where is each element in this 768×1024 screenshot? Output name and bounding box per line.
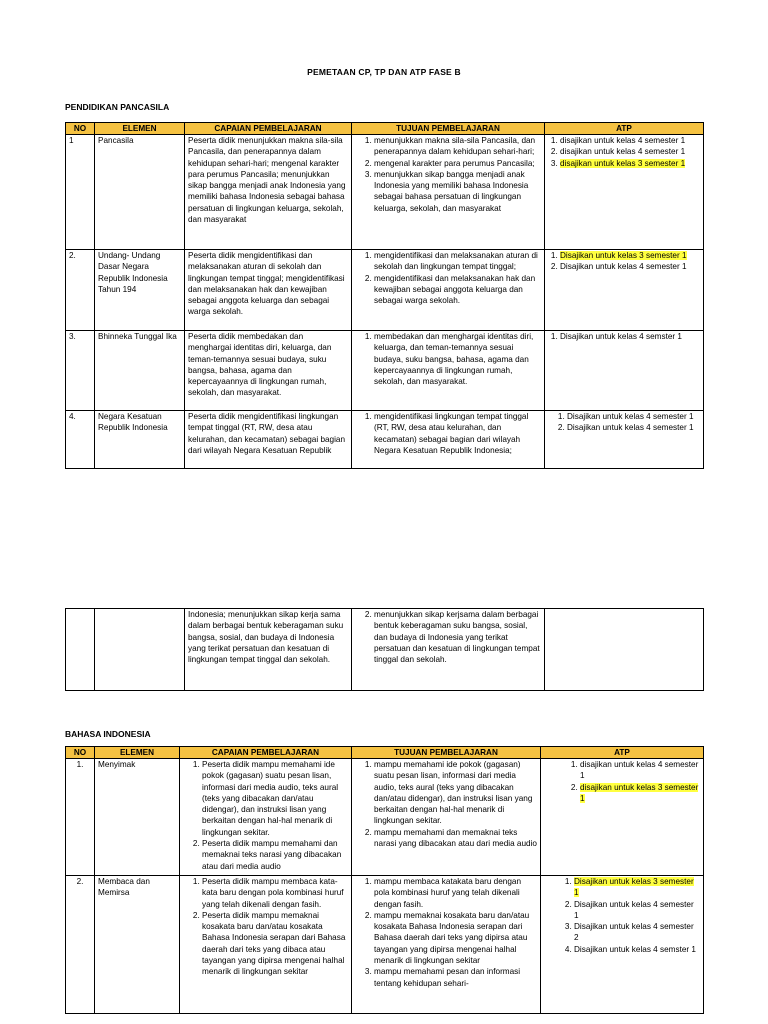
header-cp: CAPAIAN PEMBELAJARAN — [180, 747, 352, 759]
row-tp — [352, 759, 541, 876]
row-tp — [352, 135, 545, 250]
list-item — [567, 422, 700, 433]
list-item: 3. menunjukkan sikap bangga menjadi anak Indonesia yang memiliki bahasa Indonesia sebagai bahasa persatuan di lingkungan keluarga, sekolah, dan masyarakat — [374, 169, 541, 214]
list-item: 3. mampu memahami pesan dan informasi tentang kehidupan sehari- — [374, 966, 537, 989]
list-item: 2. mengenal karakter para perumus Pancasila; — [374, 158, 541, 169]
row-tp — [352, 609, 545, 691]
list-item — [560, 261, 700, 272]
row-elemen: Bhinneka Tunggal Ika — [95, 331, 185, 411]
row-no: 2. — [66, 250, 95, 331]
header-no: NO — [66, 747, 95, 759]
header-cp: CAPAIAN PEMBELAJARAN — [185, 123, 352, 135]
row-atp — [545, 331, 704, 411]
list-item — [574, 876, 700, 899]
table-header-row — [66, 123, 704, 135]
row-no — [66, 609, 95, 691]
list-item: 1. membedakan dan menghargai identitas diri, keluarga, dan teman-temannya sesuai budaya, suku bangsa, bahasa, agama dan kepercayaannya di lingkungan rumah, sekolah, dan masyarakat. — [374, 331, 541, 387]
row-elemen: Menyimak — [95, 759, 180, 876]
row-tp — [352, 411, 545, 469]
header-no: NO — [66, 123, 95, 135]
list-item — [560, 158, 700, 169]
atp-text: Disajikan untuk kelas 4 semester 1 — [567, 412, 694, 421]
list-item — [580, 759, 700, 782]
row-atp — [545, 609, 704, 691]
table-row — [66, 135, 704, 250]
list-item — [574, 899, 700, 922]
atp-text: Disajikan untuk kelas 4 semester 2 — [574, 922, 694, 943]
row-tp — [352, 250, 545, 331]
section-title-pancasila: PENDIDIKAN PANCASILA — [65, 102, 170, 112]
pancasila-table-continuation — [65, 608, 704, 691]
table-row — [66, 609, 704, 691]
list-item: 2. Peserta didik mampu memahami dan memaknai teks narasi yang dibacakan atau dari media audio — [202, 838, 348, 872]
row-tp — [352, 876, 541, 1014]
atp-text: disajikan untuk kelas 4 semester 1 — [580, 760, 699, 781]
row-no: 1 — [66, 135, 95, 250]
row-atp — [545, 135, 704, 250]
list-item: 2. menunjukkan sikap kerjsama dalam berbagai bentuk keberagaman suku bangsa, sosial, dan budaya di Indonesia yang terikat persatuan dan kesatuan di lingkungan tempat tinggal dan sekolah. — [374, 609, 541, 665]
section-title-bahasa: BAHASA INDONESIA — [65, 729, 151, 739]
atp-text-highlighted: disajikan untuk kelas 3 semester 1 — [580, 782, 699, 803]
list-item — [574, 944, 700, 955]
atp-text-highlighted: Disajikan untuk kelas 3 semester 1 — [574, 877, 694, 898]
row-no: 3. — [66, 331, 95, 411]
row-atp — [545, 250, 704, 331]
list-item: 2. mampu memaknai kosakata baru dan/atau kosakata Bahasa Indonesia serapan dari Bahasa daerah dari teks yang dipirsa atau tayangan yang dipirsa mengenai halhal menarik di lingkungan sekitar — [374, 910, 537, 966]
header-tp: TUJUAN PEMBELAJARAN — [352, 123, 545, 135]
row-atp — [541, 759, 704, 876]
row-cp: Peserta didik menunjukkan makna sila-sila Pancasila, dan penerapannya dalam kehidupan sehari-hari; mengenal karakter para perumus Pancasila; menunjukkan sikap bangga menjadi anak Indonesia yang memiliki bahasa Indonesia sebagai bahasa persatuan di lingkungan keluarga, sekolah, dan masyarakat — [185, 135, 352, 250]
atp-text: Disajikan untuk kelas 4 semster 1 — [574, 944, 696, 954]
list-item: 1. mengidentifikasi dan melaksanakan aturan di sekolah dan lingkungan tempat tinggal; — [374, 250, 541, 273]
row-no: 2. — [66, 876, 95, 1014]
row-no: 1. — [66, 759, 95, 876]
list-item — [580, 782, 700, 805]
pancasila-table — [65, 122, 704, 469]
list-item: 1. menunjukkan makna sila-sila Pancasila, dan penerapannya dalam kehidupan sehari-hari; — [374, 135, 541, 158]
bahasa-table — [65, 746, 704, 1014]
list-item: 2. mengidentifikasi dan melaksanakan hak dan kewajiban sebagai anggota keluarga dan sebagai warga sekolah. — [374, 273, 541, 307]
row-no: 4. — [66, 411, 95, 469]
list-item: 2. Peserta didik mampu memaknai kosakata baru dan/atau kosakata Bahasa Indonesia serapan dari Bahasa daerah dari teks yang dibaca atau tayangan yang dipirsa mengenai halhal menarik di lingkungan sekitar — [202, 910, 348, 978]
list-item: 1. mampu memahami ide pokok (gagasan) suatu pesan lisan, informasi dari media audio, teks aural (teks yang dibacakan dan/atau didengar), dan instruksi lisan yang berkaitan dengan hal-hal menarik di lingkungan sekitar. — [374, 759, 537, 827]
header-atp: ATP — [545, 123, 704, 135]
atp-text: Disajikan untuk kelas 4 semester 1 — [560, 262, 687, 272]
row-cp: Peserta didik membedakan dan menghargai identitas diri, keluarga, dan teman-temannya sesuai budaya, suku bangsa, bahasa, agama dan kepercayaannya di lingkungan rumah, sekolah, dan masyarakat. — [185, 331, 352, 411]
row-atp — [545, 411, 704, 469]
atp-text: Disajikan untuk kelas 4 semester 1 — [574, 899, 694, 920]
row-atp — [541, 876, 704, 1014]
table-row — [66, 759, 704, 876]
row-cp: Indonesia; menunjukkan sikap kerja sama dalam berbagai bentuk keberagaman suku bangsa, sosial, dan budaya di Indonesia yang terikat persatuan dan kesatuan di lingkungan tempat tinggal dan sekolah. — [185, 609, 352, 691]
row-cp — [180, 876, 352, 1014]
row-cp: Peserta didik mengidentifikasi dan melaksanakan aturan di sekolah dan lingkungan tempat tinggal; mengidentifikasi dan melaksanakan hak dan kewajiban sebagai anggota keluarga dan sebagai warga sekolah. — [185, 250, 352, 331]
atp-text: disajikan untuk kelas 4 semester 1 — [560, 147, 686, 157]
row-elemen — [95, 609, 185, 691]
header-atp: ATP — [541, 747, 704, 759]
atp-text: Disajikan untuk kelas 4 semster 1 — [560, 332, 682, 341]
list-item — [560, 135, 700, 146]
row-elemen: Undang- Undang Dasar Negara Republik Indonesia Tahun 194 — [95, 250, 185, 331]
list-item: 1. Peserta didik mampu memahami ide pokok (gagasan) suatu pesan lisan, informasi dari media audio, teks aural (teks yang dibacakan dan/atau didengar), dan instruksi lisan yang berkaitan dengan hal-hal menarik di lingkungan sekitar. — [202, 759, 348, 838]
list-item — [574, 921, 700, 944]
list-item — [560, 146, 700, 157]
table-row — [66, 331, 704, 411]
header-tp: TUJUAN PEMBELAJARAN — [352, 747, 541, 759]
atp-text-highlighted: disajikan untuk kelas 3 semester 1 — [560, 158, 686, 168]
list-item — [567, 411, 700, 422]
list-item — [560, 250, 700, 261]
row-elemen: Negara Kesatuan Republik Indonesia — [95, 411, 185, 469]
list-item: 1. Peserta didik mampu membaca kata-kata baru dengan pola kombinasi huruf yang telah dikenali dengan fasih. — [202, 876, 348, 910]
list-item: 1. mampu membaca katakata baru dengan pola kombinasi huruf yang telah dikenali dengan fasih. — [374, 876, 537, 910]
row-tp — [352, 331, 545, 411]
header-elemen: ELEMEN — [95, 123, 185, 135]
atp-text-highlighted: Disajikan untuk kelas 3 semester 1 — [560, 251, 687, 260]
table-row — [66, 411, 704, 469]
table-row — [66, 876, 704, 1014]
list-item — [560, 331, 700, 342]
row-cp — [180, 759, 352, 876]
atp-text: Disajikan untuk kelas 4 semester 1 — [567, 423, 694, 433]
atp-text: disajikan untuk kelas 4 semester 1 — [560, 136, 686, 145]
row-elemen: Membaca dan Memirsa — [95, 876, 180, 1014]
document-title: PEMETAAN CP, TP DAN ATP FASE B — [307, 67, 461, 77]
row-elemen: Pancasila — [95, 135, 185, 250]
list-item: 1. mengidentifikasi lingkungan tempat tinggal (RT, RW, desa atau kelurahan, dan kecamatan) sebagai bagian dari wilayah Negara Kesatuan Republik Indonesia; — [374, 411, 541, 456]
header-elemen: ELEMEN — [95, 747, 180, 759]
table-header-row — [66, 747, 704, 759]
table-row — [66, 250, 704, 331]
list-item: 2. mampu memahami dan memaknai teks narasi yang dibacakan atau dari media audio — [374, 827, 537, 850]
row-cp: Peserta didik mengidentifikasi lingkungan tempat tinggal (RT, RW, desa atau kelurahan, dan kecamatan) sebagai bagian dari wilayah Negara Kesatuan Republik — [185, 411, 352, 469]
